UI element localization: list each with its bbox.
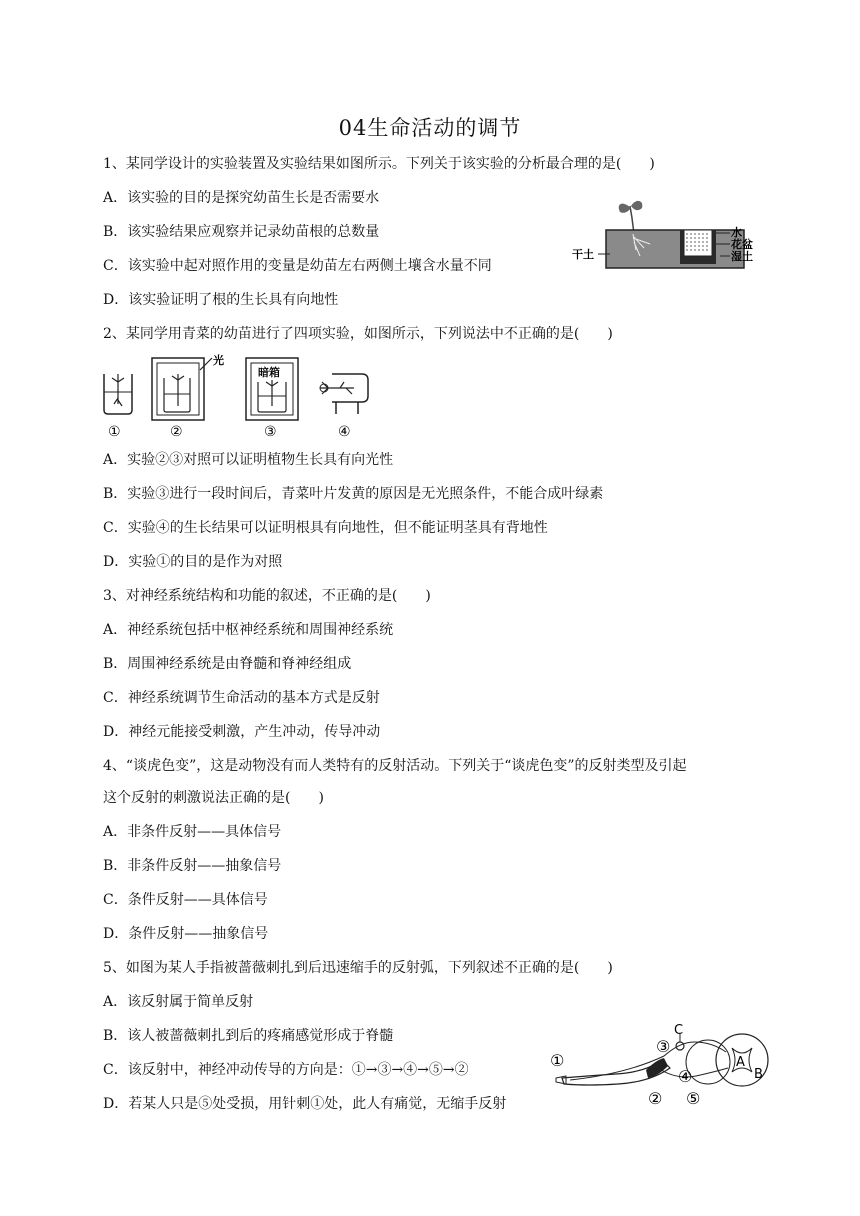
label-dark-box: 暗箱 xyxy=(258,366,280,379)
q1-option-c: C．该实验中起对照作用的变量是幼苗左右两侧土壤含水量不同 xyxy=(103,258,492,274)
q3-option-b: B．周围神经系统是由脊髓和脊神经组成 xyxy=(103,656,352,672)
q1-option-a: A．该实验的目的是探究幼苗生长是否需要水 xyxy=(103,190,380,206)
q2-option-b: B．实验③进行一段时间后，青菜叶片发黄的原因是无光照条件，不能合成叶绿素 xyxy=(103,486,604,502)
q2-option-a: A．实验②③对照可以证明植物生长具有向光性 xyxy=(103,452,394,468)
q1-stem: 1、某同学设计的实验装置及实验结果如图所示。下列关于该实验的分析最合理的是( ) xyxy=(103,156,655,172)
label-3: ③ xyxy=(656,1037,671,1056)
q4-stem-line2: 这个反射的刺激说法正确的是( ) xyxy=(103,790,324,806)
q5-stem: 5、如图为某人手指被蔷薇刺扎到后迅速缩手的反射弧，下列叙述不正确的是( ) xyxy=(103,960,613,976)
page-title: 04生命活动的调节 xyxy=(338,116,522,140)
label-dry-soil: 干土 xyxy=(572,248,594,261)
label-1: ① xyxy=(108,424,121,440)
q4-stem-line1: 4、“谈虎色变”，这是动物没有而人类特有的反射活动。下列关于“谈虎色变”的反射类型及引起 xyxy=(103,758,687,774)
label-4: ④ xyxy=(338,424,351,440)
label-2: ② xyxy=(170,424,183,440)
label-3: ③ xyxy=(264,424,277,440)
q4-option-d: D．条件反射——抽象信号 xyxy=(103,926,269,942)
q5-option-a: A．该反射属于简单反射 xyxy=(103,994,254,1010)
q2-stem: 2、某同学用青菜的幼苗进行了四项实验，如图所示，下列说法中不正确的是( ) xyxy=(103,326,613,342)
q2-option-c: C．实验④的生长结果可以证明根具有向地性，但不能证明茎具有背地性 xyxy=(103,520,548,536)
label-light: 光 xyxy=(213,354,224,367)
q3-option-d: D．神经元能接受刺激，产生冲动，传导冲动 xyxy=(103,724,381,740)
q5-figure xyxy=(546,1020,780,1106)
q4-option-a: A．非条件反射——具体信号 xyxy=(103,824,282,840)
label-water: 水 xyxy=(731,226,742,239)
label-b: B xyxy=(754,1067,763,1082)
label-c: C xyxy=(674,1023,684,1038)
q2-option-d: D．实验①的目的是作为对照 xyxy=(103,554,283,570)
q3-stem: 3、对神经系统结构和功能的叙述，不正确的是( ) xyxy=(103,588,431,604)
q5-option-d: D．若某人只是⑤处受损，用针刺①处，此人有痛觉，无缩手反射 xyxy=(103,1096,507,1112)
q4-option-b: B．非条件反射——抽象信号 xyxy=(103,858,282,874)
label-wet-soil: 湿土 xyxy=(731,250,753,263)
label-4: ④ xyxy=(678,1067,693,1086)
q2-figure xyxy=(96,352,386,444)
label-5: ⑤ xyxy=(686,1089,701,1106)
q1-figure xyxy=(570,196,792,276)
q5-option-b: B．该人被蔷薇刺扎到后的疼痛感觉形成于脊髓 xyxy=(103,1028,394,1044)
q1-option-b: B．该实验结果应观察并记录幼苗根的总数量 xyxy=(103,224,380,240)
q3-option-c: C．神经系统调节生命活动的基本方式是反射 xyxy=(103,690,380,706)
label-1: ① xyxy=(550,1051,565,1070)
label-a: A xyxy=(736,1055,745,1070)
q1-option-d: D．该实验证明了根的生长具有向地性 xyxy=(103,292,339,308)
label-pot: 花盆 xyxy=(731,238,753,251)
q4-option-c: C．条件反射——具体信号 xyxy=(103,892,268,908)
q3-option-a: A．神经系统包括中枢神经系统和周围神经系统 xyxy=(103,622,394,638)
q5-option-c: C．该反射中，神经冲动传导的方向是：①→③→④→⑤→② xyxy=(103,1062,469,1078)
label-2: ② xyxy=(648,1089,663,1106)
